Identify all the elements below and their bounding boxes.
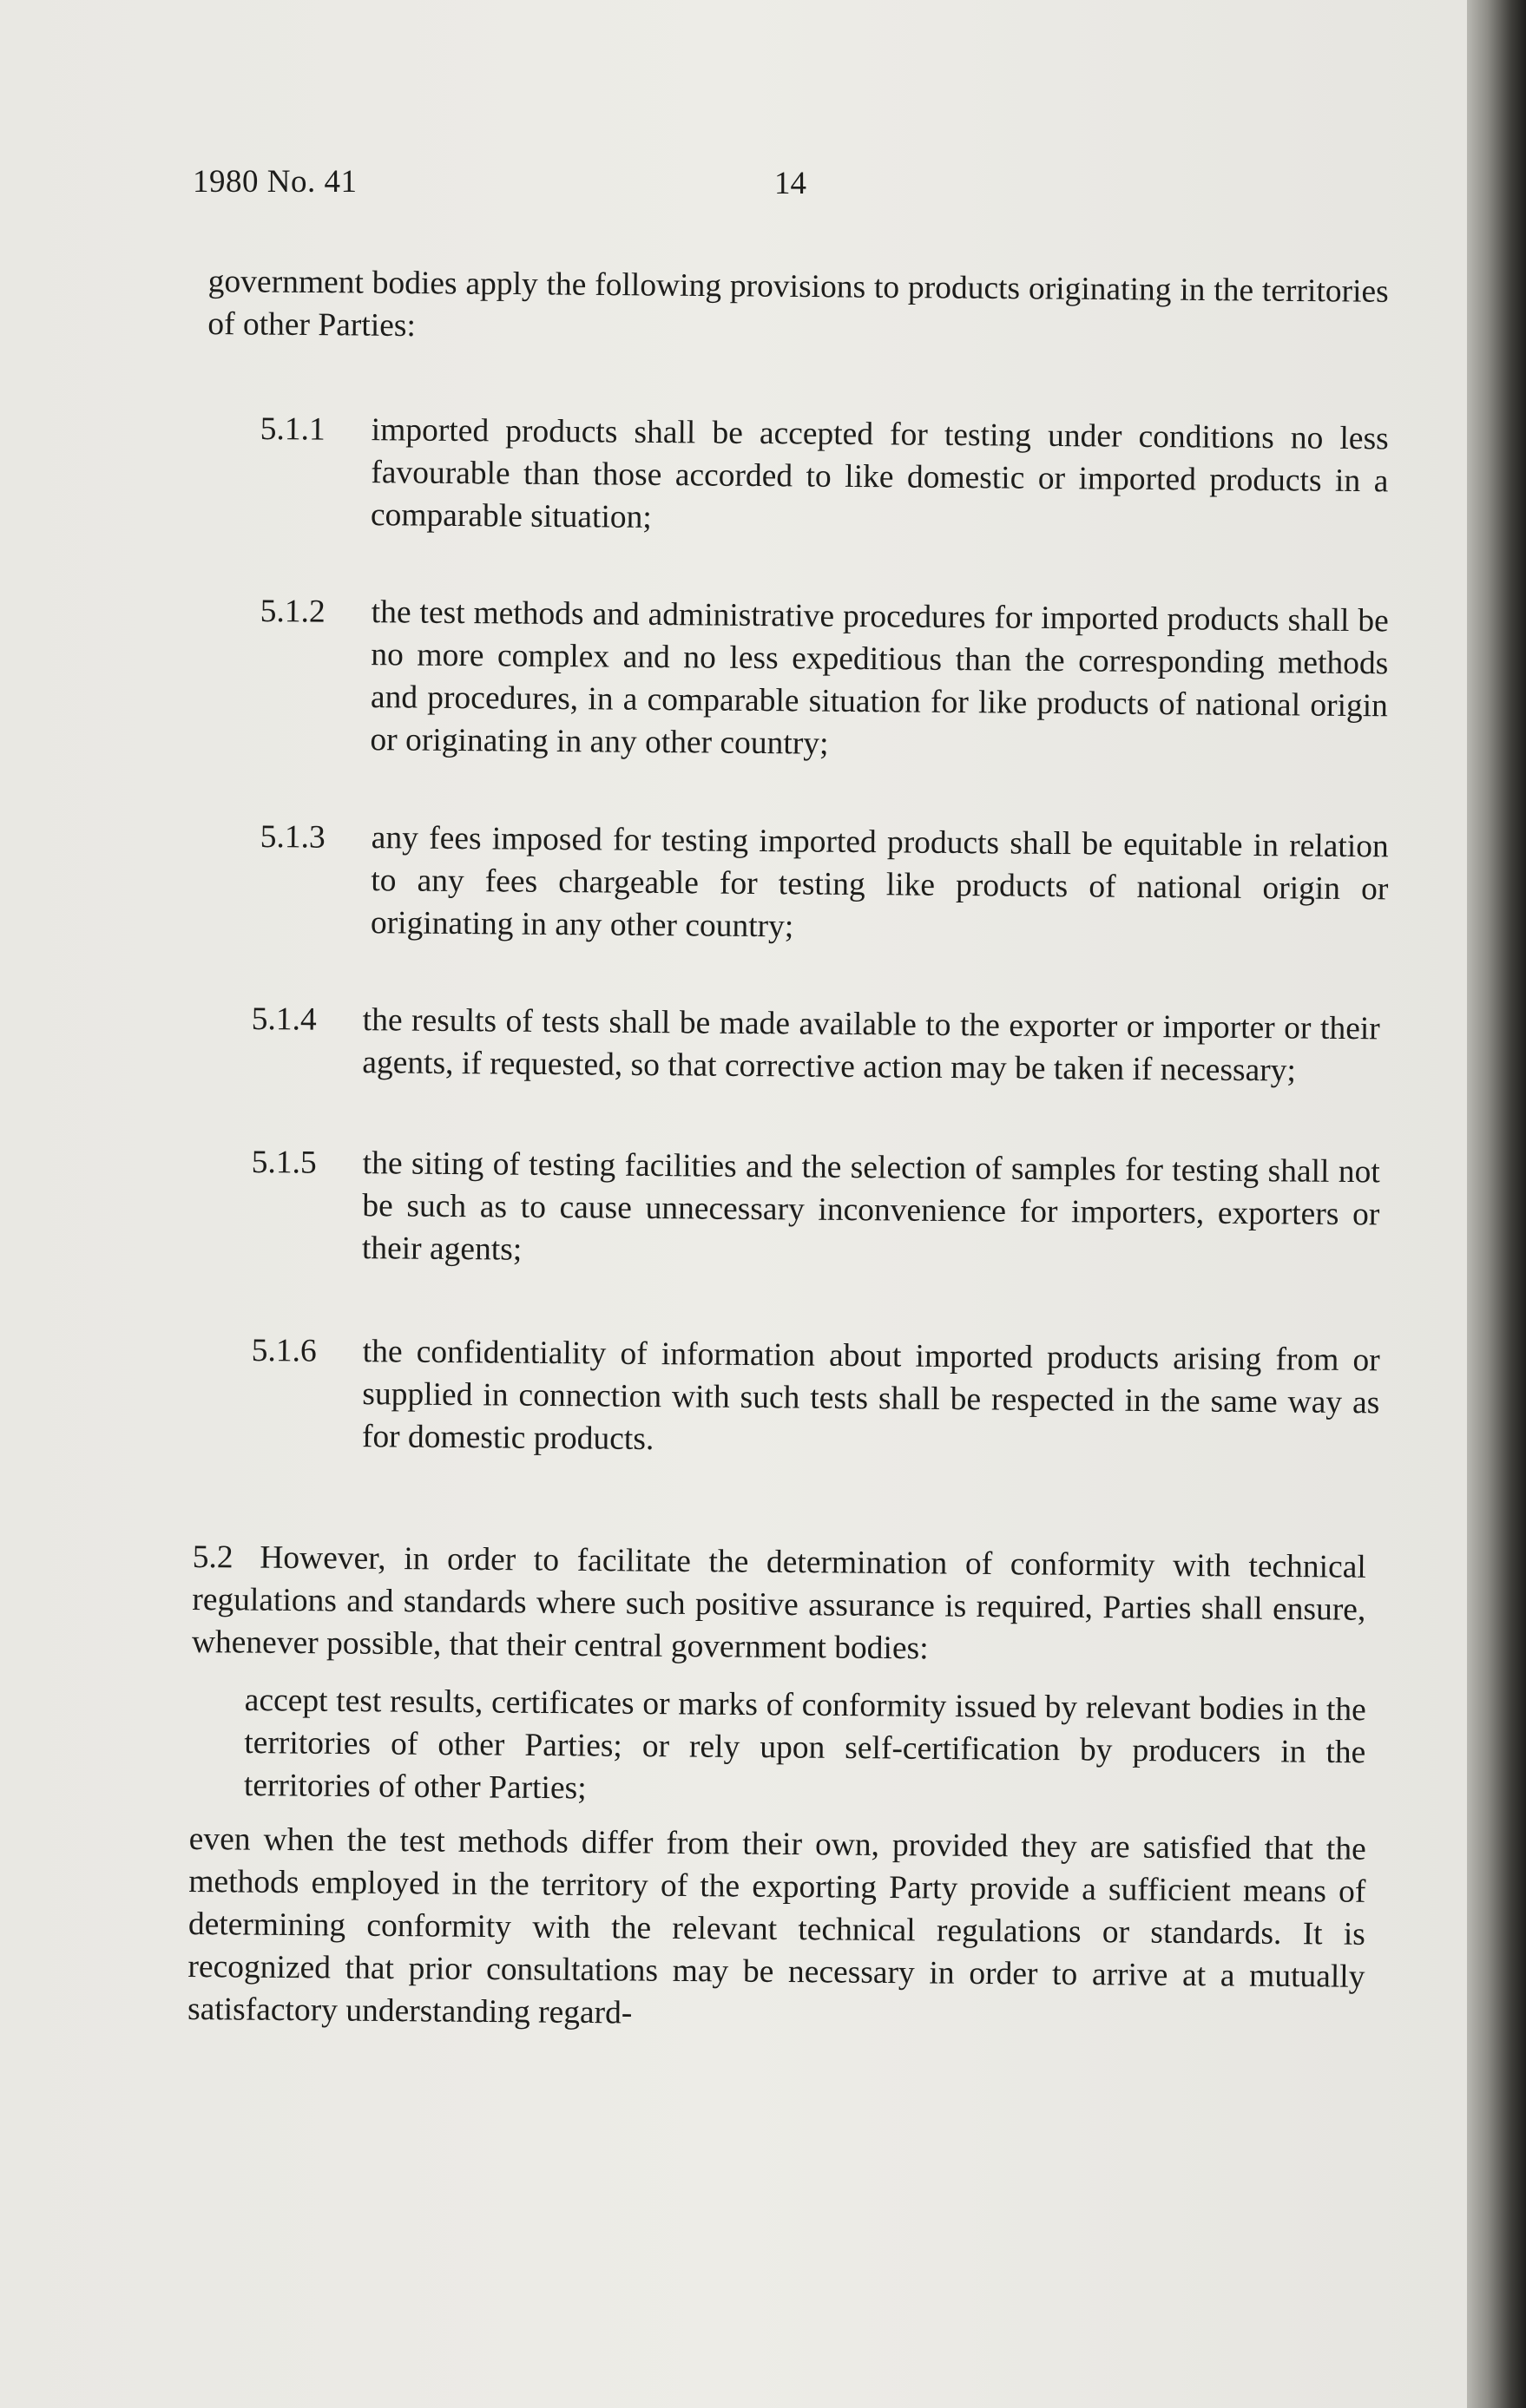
provision-5-1-2 bbox=[259, 590, 1389, 770]
book-spine-shadow bbox=[1467, 0, 1526, 2408]
provision-number: 5.1.3 bbox=[260, 818, 326, 856]
provision-text: imported products shall be accepted for testing under conditions no less favourable than those accorded to like domestic or imported products in a comparable situation; bbox=[370, 412, 1389, 535]
provision-number: 5.1.4 bbox=[251, 1001, 317, 1038]
provision-text: the test methods and administrative procedures for imported products shall be no more complex and no less expeditious than the corresponding methods and procedures, in a comparable situation for like products of national origin or originating in any other country; bbox=[370, 594, 1389, 762]
provision-text: the confidentiality of information about imported products arising from or supplied in connection with such tests shall be respected in the same way as for domestic products. bbox=[361, 1334, 1380, 1458]
provision-number: 5.1.2 bbox=[260, 593, 326, 630]
provision-number: 5.1.5 bbox=[251, 1144, 317, 1181]
provision-text: any fees imposed for testing imported products shall be equitable in relation to any fees chargeable for testing like products of national origin or originating in any other country; bbox=[370, 820, 1389, 945]
provision-5-1-6 bbox=[251, 1329, 1380, 1466]
provision-5-1-3 bbox=[260, 816, 1389, 953]
continuation-paragraph: even when the test methods differ from their own, provided they are satisfied that the methods employed in the territory of the exporting Party provide a sufficient means of determining conformity with the relevant technical regulations or standards. It is recognized that prior consultations may be necessary in order to arrive at a mutually satisfactory understanding regard- bbox=[187, 1821, 1366, 2031]
provision-5-1-1 bbox=[260, 408, 1389, 545]
provision-5-1-5 bbox=[251, 1141, 1380, 1278]
section-5-2 bbox=[192, 1536, 1366, 1674]
section-text: However, in order to facilitate the determination of conformity with technical regulations and standards where such positive assurance is required, Parties shall ensure, whenever possible, that their central government bodies: bbox=[191, 1539, 1366, 1667]
provision-text: the siting of testing facilities and the selection of samples for testing shall not be such as to cause unnecessary inconvenience for importers, exporters or their agents; bbox=[361, 1145, 1380, 1268]
provision-number: 5.1.6 bbox=[251, 1332, 317, 1369]
intro-paragraph: government bodies apply the following provisions to products originating in the territories of other Parties: bbox=[207, 263, 1389, 344]
provision-text: the results of tests shall be made available to the exporter or importer or their agents, if requested, so that corrective action may be taken if necessary; bbox=[362, 1002, 1380, 1089]
document-reference: 1980 No. 41 bbox=[193, 164, 358, 200]
provision-number: 5.1.1 bbox=[260, 410, 326, 448]
indented-clause: accept test results, certificates or marks of conformity issued by relevant bodies in the territories of other Parties; or rely upon self-certification by producers in the territories of other Parties; bbox=[243, 1682, 1366, 1807]
section-number: 5.2 bbox=[192, 1539, 234, 1576]
provision-5-1-4 bbox=[251, 998, 1380, 1092]
page-number: 14 bbox=[774, 166, 806, 201]
